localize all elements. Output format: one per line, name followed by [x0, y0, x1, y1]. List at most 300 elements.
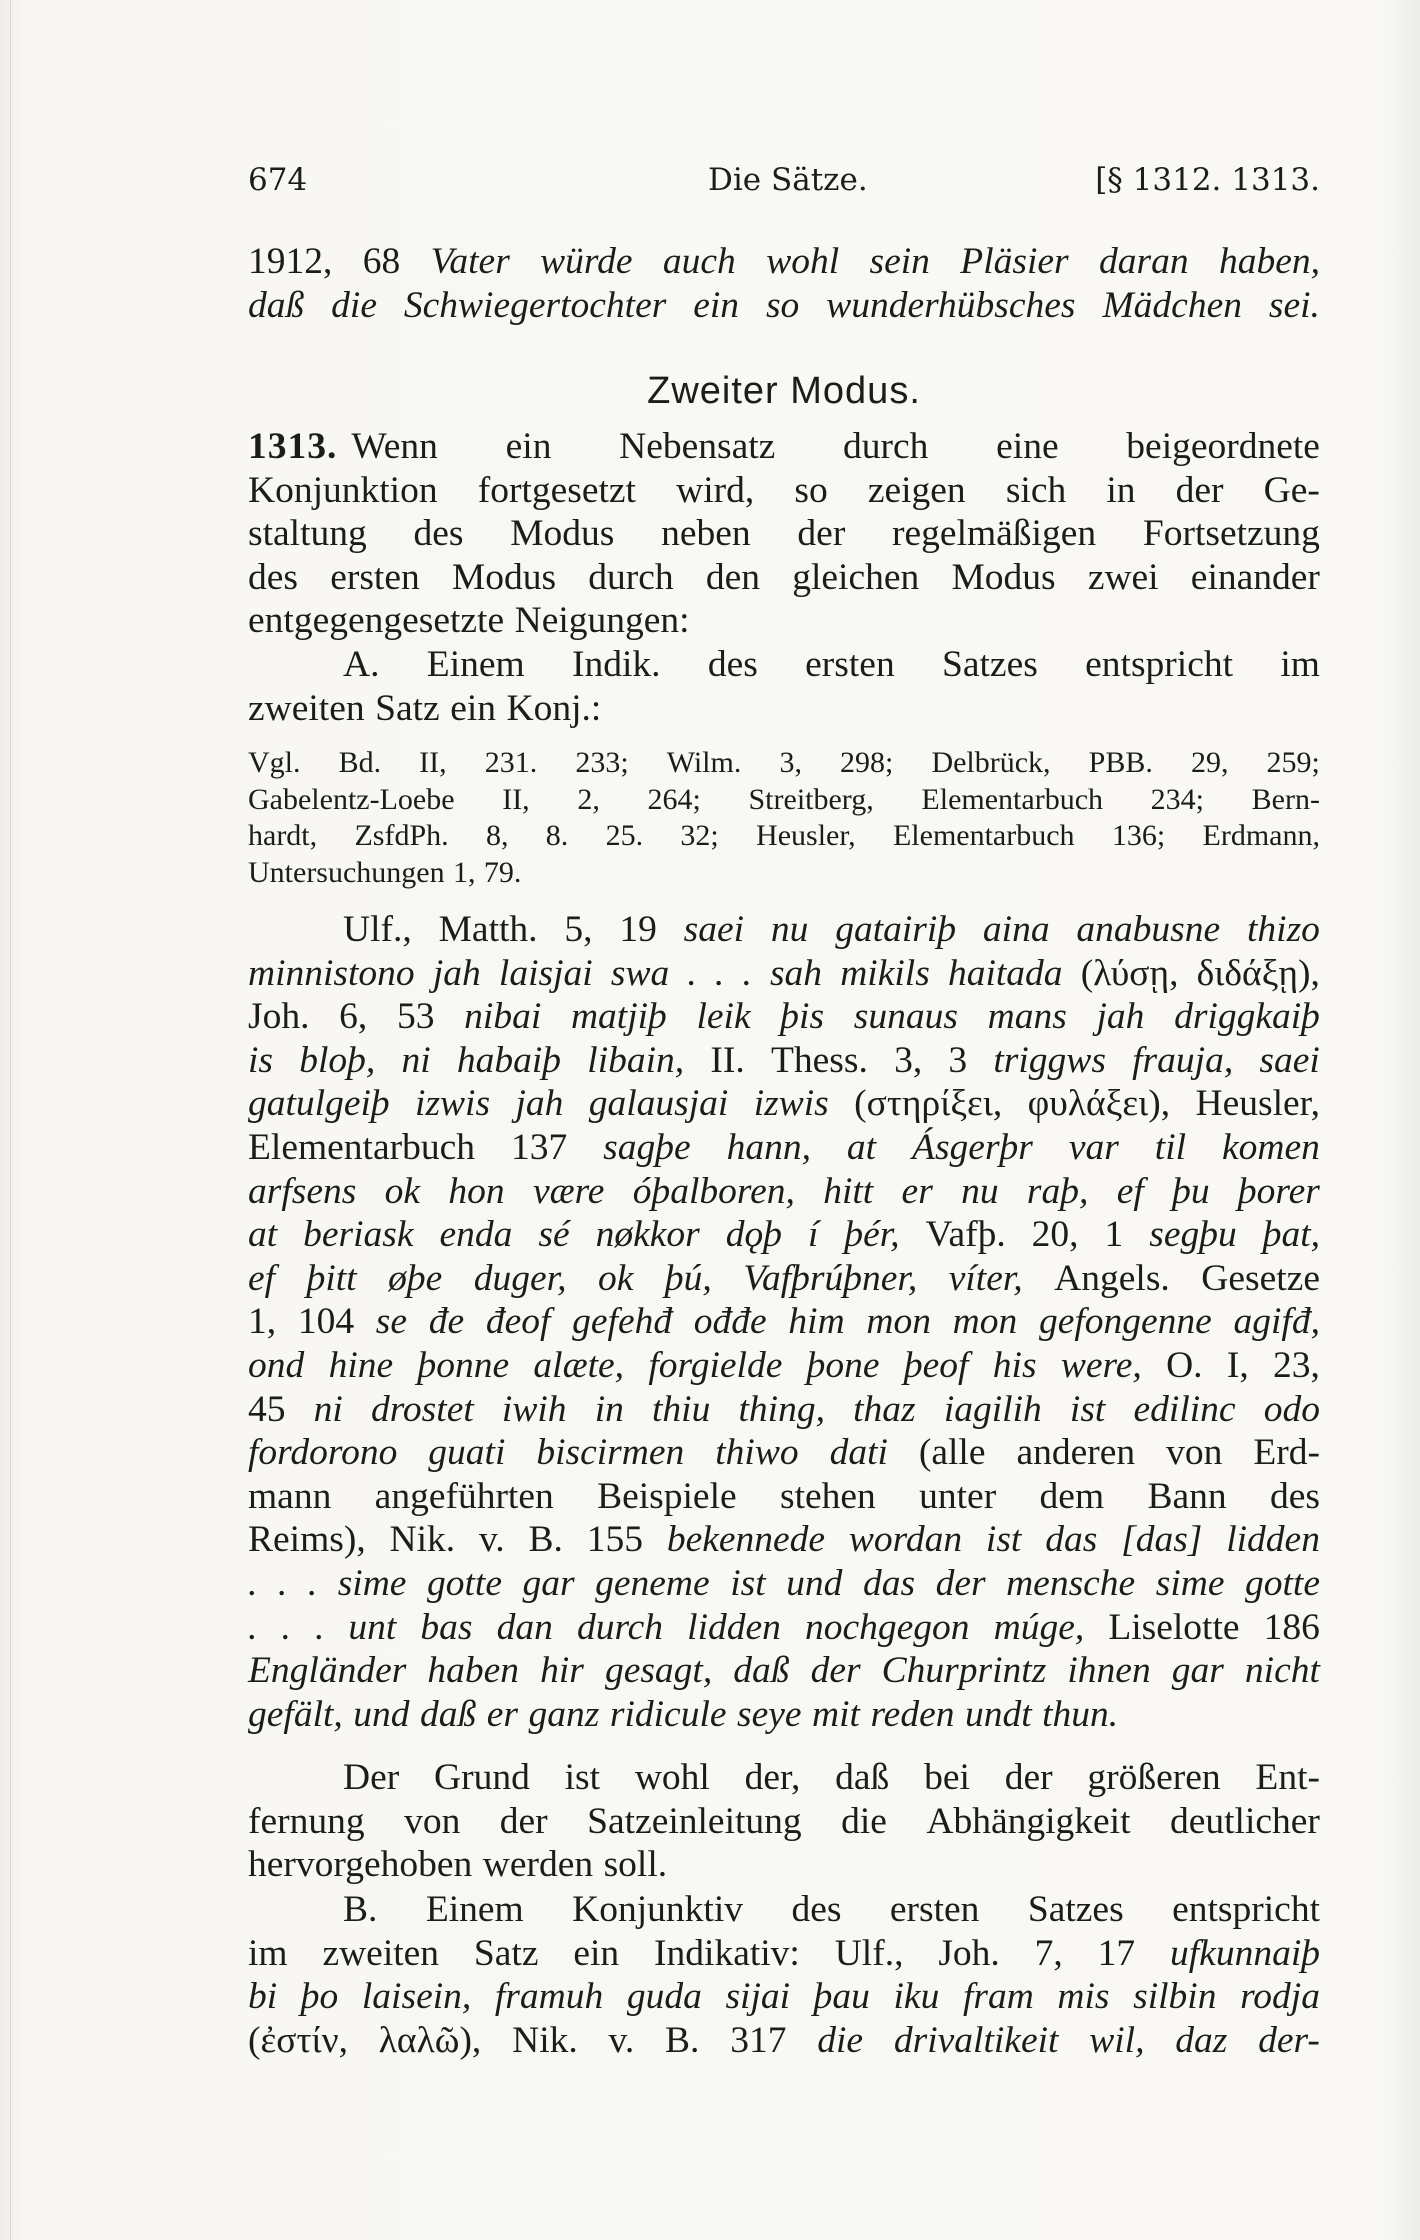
text-line	[248, 855, 1320, 892]
text-line	[248, 240, 1320, 284]
quoted-word: wunderhübsches	[826, 284, 1076, 326]
word: Ulf.,	[834, 1932, 904, 1974]
text-line	[248, 1170, 1320, 1214]
quoted-word: ef	[248, 1257, 276, 1299]
word: 231.	[484, 746, 538, 779]
quoted-word: dan	[496, 1606, 553, 1648]
quoted-word: ist	[985, 1519, 1022, 1561]
quoted-word: drostet	[370, 1388, 474, 1430]
quoted-word: reden	[870, 1693, 955, 1735]
text-line	[248, 1843, 1320, 1887]
word: Satzeinleitung	[587, 1800, 802, 1842]
word: 233;	[575, 746, 629, 779]
text-line	[248, 1300, 1320, 1344]
quoted-word: gefongenne	[1038, 1301, 1212, 1343]
word: 68	[362, 241, 401, 282]
word: Wilm.	[666, 746, 742, 779]
word: Angels.	[1054, 1257, 1170, 1299]
quoted-word: dati	[829, 1432, 888, 1474]
text-line	[248, 1475, 1320, 1519]
word: 1,	[453, 855, 476, 889]
text-line	[248, 1388, 1320, 1432]
running-header	[248, 162, 1320, 202]
word: v.	[608, 2019, 635, 2061]
quoted-word: ef	[1116, 1170, 1144, 1212]
quoted-word: segþu	[1149, 1214, 1237, 1256]
text-line	[248, 1562, 1320, 1606]
word: durch	[588, 556, 674, 598]
quoted-word: wil,	[1089, 2019, 1145, 2061]
quoted-word: jah	[432, 952, 481, 994]
quoted-word: nochgegon	[804, 1606, 970, 1648]
word: λαλῶ),	[378, 2019, 482, 2061]
word: Heusler,	[1195, 1083, 1320, 1125]
word: 53	[396, 996, 435, 1038]
quoted-word: ist	[730, 1562, 766, 1604]
word: (λύσῃ,	[1080, 952, 1179, 994]
quoted-word: saei	[683, 909, 745, 950]
quoted-word: driggkaiþ	[1174, 996, 1320, 1038]
word: II.	[710, 1039, 745, 1081]
text-line	[248, 1649, 1320, 1693]
quoted-word: und	[353, 1693, 410, 1735]
word: Fortsetzung	[1142, 513, 1320, 555]
quoted-word: haitada	[947, 952, 1063, 994]
quoted-word: gotte	[427, 1562, 502, 1604]
text-line	[248, 1932, 1320, 1976]
word: Heusler,	[756, 819, 856, 852]
quoted-word: Vater	[430, 241, 510, 282]
text-line	[248, 1800, 1320, 1844]
quoted-word: til	[1154, 1126, 1187, 1168]
word: Satz	[375, 687, 440, 729]
word: Konjunktion	[248, 469, 438, 511]
quoted-word: gar	[522, 1562, 575, 1604]
word: 17	[1097, 1932, 1136, 1974]
word: wird,	[676, 469, 755, 511]
word: des	[248, 556, 298, 598]
word: größeren	[1087, 1757, 1221, 1798]
word: stehen	[779, 1475, 876, 1517]
word: fernung	[248, 1800, 365, 1842]
word: Konj.:	[506, 687, 602, 729]
quoted-word: unt	[348, 1606, 397, 1648]
word: 7,	[1034, 1932, 1063, 1974]
word: Bern-	[1251, 782, 1320, 816]
quoted-word: laisjai	[498, 952, 593, 994]
quoted-word: ok	[597, 1257, 634, 1299]
quoted-word: gefehđ	[572, 1301, 673, 1343]
quoted-word: óþalboren,	[632, 1170, 795, 1212]
quoted-word: auch	[662, 241, 736, 282]
word: Satz	[473, 1932, 539, 1974]
word: B.	[665, 2019, 700, 2061]
text-line	[248, 782, 1320, 819]
quoted-word: arfsens	[248, 1170, 357, 1212]
word: Beispiele	[597, 1475, 737, 1517]
text-line	[248, 908, 1320, 952]
word: 29,	[1190, 746, 1229, 779]
quoted-word: þone	[806, 1344, 880, 1386]
word: Nik.	[389, 1519, 456, 1561]
word: 8,	[485, 819, 509, 852]
word: Elementarbuch	[248, 1126, 475, 1168]
word: den	[705, 556, 761, 598]
quoted-word: øþe	[388, 1257, 443, 1299]
word: soll.	[603, 1844, 668, 1886]
quoted-word: enda	[439, 1214, 513, 1256]
word: A.	[343, 643, 380, 685]
conclusion-paragraph	[248, 1756, 1320, 1887]
quoted-word: .	[687, 952, 697, 994]
quoted-word: dǫþ	[725, 1214, 782, 1256]
word: durch	[843, 426, 929, 467]
word: (ἐστίν,	[248, 2019, 348, 2061]
quoted-word: alæte,	[533, 1344, 625, 1386]
quoted-word: undt	[964, 1693, 1032, 1735]
word: Nebensatz	[619, 426, 776, 467]
word: angeführten	[374, 1475, 554, 1517]
quoted-word: iwih	[501, 1388, 567, 1430]
quoted-word: libain,	[587, 1039, 685, 1081]
word: Reims),	[248, 1519, 366, 1561]
quoted-word: odo	[1263, 1388, 1320, 1430]
word: Vgl.	[248, 746, 301, 779]
quoted-word: is	[248, 1039, 274, 1081]
quoted-word: drivaltikeit	[893, 2019, 1059, 2061]
quoted-word: das	[1045, 1519, 1098, 1561]
word: werden	[482, 1844, 594, 1886]
example-citations	[248, 908, 1320, 1736]
quoted-word: edilinc	[1133, 1388, 1236, 1430]
word: Modus	[510, 513, 615, 555]
quoted-word: durch	[576, 1606, 664, 1648]
text-line	[248, 469, 1320, 513]
word: Neigungen:	[514, 600, 690, 642]
quoted-word: iagilih	[943, 1388, 1042, 1430]
quoted-word: thiu	[652, 1388, 711, 1430]
quoted-word: biscirmen	[536, 1432, 685, 1474]
word: Gabelentz-Loebe	[248, 782, 455, 816]
word: Der	[343, 1757, 400, 1798]
word: B.	[343, 1889, 378, 1930]
quoted-word: minnistono	[248, 952, 415, 994]
text-line	[248, 687, 1320, 731]
word: ersten	[889, 1889, 980, 1930]
text-line	[248, 1257, 1320, 1301]
quoted-word: his	[992, 1344, 1037, 1386]
word: dem	[1039, 1475, 1105, 1517]
quoted-word: raþ,	[1026, 1170, 1089, 1212]
quoted-word: være	[532, 1170, 605, 1212]
quoted-word: sé	[538, 1214, 570, 1256]
word: Ge-	[1263, 469, 1320, 511]
word: ein	[505, 426, 552, 467]
word: Indik.	[571, 643, 661, 685]
word: eine	[996, 426, 1059, 467]
word: Satzes	[1027, 1889, 1124, 1930]
quoted-word: in	[594, 1388, 624, 1430]
word: entgegengesetzte	[248, 600, 505, 642]
word: unter	[919, 1475, 997, 1517]
word: διδάξῃ),	[1196, 952, 1320, 994]
quoted-word: .	[714, 952, 725, 994]
word: Wenn	[351, 426, 438, 467]
quoted-word: ni	[401, 1039, 431, 1081]
text-line	[248, 1888, 1320, 1932]
quoted-word: beriask	[303, 1214, 414, 1256]
quoted-word: at	[846, 1126, 877, 1168]
quoted-word: hon	[448, 1170, 505, 1212]
word: ersten	[330, 556, 420, 598]
quoted-word: thun.	[1042, 1693, 1119, 1735]
text-line	[248, 556, 1320, 600]
quoted-word: swa	[610, 952, 670, 994]
word: I,	[1226, 1344, 1249, 1386]
text-line	[248, 512, 1320, 556]
quoted-word: der	[935, 1562, 986, 1604]
quoted-word: izwis	[415, 1083, 491, 1125]
quoted-word: haben,	[1218, 241, 1320, 282]
quoted-word: thizo	[1246, 909, 1320, 950]
word: 1	[1104, 1214, 1124, 1256]
word: 25.	[605, 819, 644, 852]
quoted-word: sein	[869, 241, 930, 282]
word: wohl	[634, 1757, 710, 1798]
word: staltung	[248, 513, 367, 555]
word: hervorgehoben	[248, 1844, 473, 1886]
word: entspricht	[1172, 1889, 1320, 1930]
quoted-word: Pläsier	[960, 241, 1069, 282]
binding-edge	[10, 0, 11, 2240]
word: mann	[248, 1475, 332, 1517]
quoted-word: ond	[248, 1344, 305, 1386]
word: der	[1004, 1757, 1053, 1798]
word: Indikativ:	[654, 1932, 800, 1974]
word: Satzes	[942, 643, 1038, 685]
text-line	[248, 1756, 1320, 1800]
quoted-word: daß	[248, 284, 305, 326]
word: einander	[1190, 556, 1320, 598]
text-line	[248, 1344, 1320, 1388]
word: v.	[478, 1519, 505, 1561]
quoted-word: würde	[540, 241, 633, 282]
quoted-word: er	[901, 1170, 933, 1212]
word: 23,	[1273, 1344, 1320, 1386]
quoted-word: wohl	[766, 241, 840, 282]
word: Untersuchungen	[248, 855, 445, 889]
quoted-word: hitt	[823, 1170, 874, 1212]
word: zeigen	[867, 469, 966, 511]
quoted-word: þau	[813, 1976, 870, 2018]
quoted-word: .	[314, 1606, 325, 1648]
word: φυλάξει),	[1027, 1083, 1171, 1125]
text-line	[248, 599, 1320, 643]
word: Modus	[451, 556, 557, 598]
quoted-word: ok	[384, 1170, 421, 1212]
word: 136;	[1111, 819, 1166, 852]
quoted-word: var	[1068, 1126, 1119, 1168]
word: 8.	[545, 819, 569, 852]
text-line	[248, 1693, 1320, 1737]
quoted-word: duger,	[473, 1257, 567, 1299]
word: zwei	[1087, 556, 1159, 598]
word: Delbrück,	[931, 746, 1051, 779]
word: (στηρίξει,	[854, 1083, 1003, 1125]
word: Thess.	[770, 1039, 868, 1081]
quoted-word: þitt	[306, 1257, 357, 1299]
quoted-word: izwis	[753, 1083, 829, 1125]
quoted-word: der	[810, 1650, 861, 1692]
quoted-word: gatulgeiþ	[248, 1083, 390, 1125]
word: 3	[948, 1039, 968, 1081]
word: Bann	[1147, 1475, 1227, 1517]
word: 6,	[339, 996, 368, 1038]
word: 2,	[577, 782, 600, 816]
word: der	[1175, 469, 1224, 511]
word: Modus	[951, 556, 1056, 598]
quoted-word: þeof	[903, 1344, 969, 1386]
quoted-word: lidden	[1226, 1519, 1320, 1561]
quoted-word: leik	[696, 996, 751, 1038]
word: Bd.	[338, 746, 382, 779]
quoted-word: í	[807, 1214, 819, 1256]
word: fortgesetzt	[477, 469, 636, 511]
quoted-word: die	[331, 284, 377, 326]
quoted-word: were,	[1060, 1344, 1142, 1386]
quoted-word: Schwiegertochter	[403, 284, 667, 326]
quoted-word: víter,	[948, 1257, 1023, 1299]
quoted-word: hir	[540, 1650, 584, 1692]
quoted-word: múge,	[993, 1606, 1085, 1648]
word: hardt,	[248, 819, 318, 852]
word: 20,	[1031, 1214, 1079, 1256]
word: von	[404, 1800, 461, 1842]
quoted-word: hann,	[726, 1126, 811, 1168]
word: 3,	[894, 1039, 923, 1081]
quoted-word: gefält,	[248, 1693, 343, 1735]
quoted-word: gesagt,	[604, 1650, 713, 1692]
word: so	[794, 469, 828, 511]
word: daß	[835, 1757, 890, 1798]
word: die	[841, 1800, 887, 1842]
quoted-word: Engländer	[248, 1650, 407, 1692]
word: der	[499, 1800, 548, 1842]
quoted-word: ufkunnaiþ	[1170, 1932, 1320, 1974]
word: Elementarbuch	[892, 819, 1075, 852]
text-line	[248, 425, 1320, 469]
word: 79.	[483, 855, 522, 889]
word: Joh.	[248, 996, 310, 1038]
quoted-word: .	[742, 952, 752, 994]
word: deutlicher	[1169, 1800, 1320, 1842]
word: anderen	[1016, 1432, 1136, 1474]
quoted-word: triggws	[993, 1039, 1106, 1081]
running-title: Die Sätze.	[708, 162, 868, 198]
quoted-word: nibai	[464, 996, 542, 1038]
word: Grund	[434, 1757, 530, 1798]
word: 5,	[564, 909, 593, 950]
quoted-word: nøkkor	[595, 1214, 700, 1256]
word: O.	[1166, 1344, 1203, 1386]
quoted-word: rodja	[1240, 1976, 1320, 2018]
word: Liselotte	[1108, 1606, 1240, 1648]
quoted-word: sei.	[1268, 284, 1320, 326]
word: ein	[450, 687, 497, 729]
quoted-word: ist	[1069, 1388, 1106, 1430]
word: ist	[564, 1757, 601, 1798]
word: entspricht	[1085, 643, 1234, 685]
quoted-word: framuh	[494, 1976, 604, 2018]
word: 104	[297, 1301, 355, 1343]
quoted-word: mensche	[1006, 1562, 1136, 1604]
quoted-word: mis	[1057, 1976, 1110, 2018]
quoted-word: fram	[962, 1976, 1034, 2018]
quoted-word: gatairiþ	[835, 909, 957, 950]
quoted-word: wordan	[848, 1519, 963, 1561]
quoted-word: fordorono	[248, 1432, 398, 1474]
quoted-word: guda	[626, 1976, 702, 2018]
quoted-word: daß	[733, 1650, 790, 1692]
quoted-word: .	[281, 1606, 291, 1648]
quoted-word: daß	[420, 1693, 477, 1735]
quoted-word: mans	[987, 996, 1067, 1038]
word: des	[707, 643, 758, 685]
paragraph-1313	[248, 425, 1320, 730]
word: bei	[924, 1757, 970, 1798]
quoted-word: ođđe	[693, 1301, 767, 1343]
quoted-word: ganz	[528, 1693, 600, 1735]
word: der	[797, 513, 846, 555]
quoted-word: nicht	[1244, 1650, 1320, 1692]
word: der,	[744, 1757, 801, 1798]
quoted-word: bekennede	[666, 1519, 826, 1561]
word: Streitberg,	[748, 782, 874, 816]
word: 19	[619, 909, 657, 950]
quoted-word: gar	[1171, 1650, 1224, 1692]
text-line	[248, 1518, 1320, 1562]
quoted-word: Ásgerþr	[912, 1126, 1033, 1168]
quoted-word: þú,	[664, 1257, 712, 1299]
text-line-body	[337, 425, 1320, 469]
quoted-word: .	[307, 1562, 318, 1604]
word: 32;	[680, 819, 719, 852]
text-line	[248, 818, 1320, 855]
quoted-word: sime	[1155, 1562, 1225, 1604]
word: (alle	[918, 1432, 986, 1474]
word: Elementarbuch	[921, 782, 1104, 816]
word: des	[1269, 1475, 1320, 1517]
quoted-word: er	[486, 1693, 519, 1735]
quoted-word: saei	[1259, 1039, 1320, 1081]
quoted-word: sunaus	[853, 996, 958, 1038]
word: II,	[419, 746, 447, 779]
quoted-word: agifđ,	[1233, 1301, 1320, 1343]
quoted-word: sagþe	[603, 1126, 691, 1168]
quoted-word: mit	[812, 1693, 860, 1735]
quoted-word: bi	[248, 1976, 278, 2018]
text-line	[248, 2019, 1320, 2063]
quoted-word: anabusne	[1076, 909, 1221, 950]
word: Nik.	[512, 2019, 578, 2061]
quoted-word: haben	[427, 1650, 520, 1692]
word: Einem	[425, 1889, 524, 1930]
quoted-word: seye	[737, 1693, 802, 1735]
word: regelmäßigen	[892, 513, 1097, 555]
word: Joh.	[938, 1932, 1000, 1974]
word: des	[791, 1889, 842, 1930]
word: Ulf.,	[343, 909, 412, 950]
